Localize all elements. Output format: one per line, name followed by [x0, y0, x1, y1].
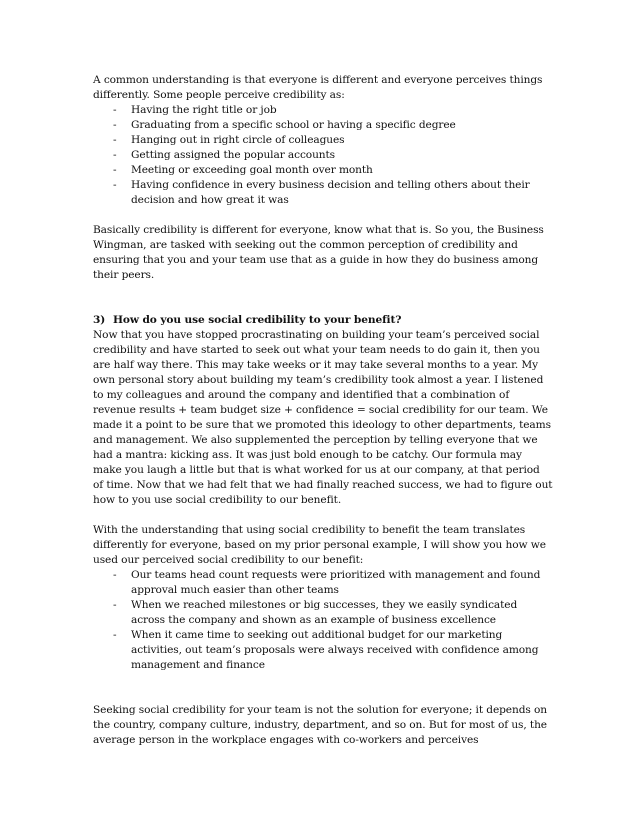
spacer — [93, 208, 553, 223]
list-item: - Having confidence in every business decision and telling others about their decision and how great it was — [131, 178, 553, 208]
list-item: - Graduating from a specific school or having a specific degree — [131, 118, 553, 133]
section-heading — [93, 313, 553, 328]
section-number: 3) — [93, 314, 106, 326]
list-item: - Our teams head count requests were prioritized with management and found approval much easier than other teams — [131, 568, 553, 598]
list-item: - Hanging out in right circle of colleagues — [131, 133, 553, 148]
list-item: - When it came time to seeking out additional budget for our marketing activities, out team’s proposals were always received with confidence among management and finance — [131, 628, 553, 673]
spacer — [93, 673, 553, 703]
intro-paragraph: A common understanding is that everyone is different and everyone perceives things differently. Some people perceive credibility as: — [93, 74, 543, 101]
list-item: - Meeting or exceeding goal month over month — [131, 163, 553, 178]
spacer — [93, 283, 553, 313]
spacer — [93, 508, 553, 523]
list-item: - Having the right title or job — [131, 103, 553, 118]
basically-paragraph: Basically credibility is different for everyone, know what that is. So you, the Business Wingman, are tasked with seeking out the common perception of credibility and ensuring that you and your team use that as a guide in how they do business among their peers. — [93, 224, 544, 281]
section-paragraph-1: Now that you have stopped procrastinating on building your team’s perceived social credibility and have started to seek out what your team needs to do gain it, then you are half way there. This may take weeks or it may take several months to a year. My own personal story about building my team’s credibility took almost a year. I listened to my colleagues and around the company and identified that a combination of revenue results + team budget size + confidence = social credibility for our team. We made it a point to be sure that we promoted this ideology to other departments, teams and management. We also supplemented the perception by telling everyone that we had a mantra: kicking ass. It was just bold enough to be catchy. Our formula may make you laugh a little but that is what worked for us at our company, at that period of time. Now that we had felt that we had finally reached success, we had to figure out how to you use social credibility to our benefit. — [93, 329, 553, 506]
list-item: - When we reached milestones or big successes, they we easily syndicated across the company and shown as an example of business excellence — [131, 598, 553, 628]
credibility-perception-list — [93, 103, 553, 208]
section-title: How do you use social credibility to your benefit? — [113, 314, 402, 326]
closing-paragraph: Seeking social credibility for your team is not the solution for everyone; it depends on the country, company culture, industry, department, and so on. But for most of us, the average person in the workplace engages with co-workers and perceives — [93, 704, 547, 746]
document-body — [93, 73, 553, 748]
section-paragraph-2: With the understanding that using social credibility to benefit the team translates differently for everyone, based on my prior personal example, I will show you how we used our perceived social credibility to our benefit: — [93, 524, 546, 566]
list-item: - Getting assigned the popular accounts — [131, 148, 553, 163]
benefits-list — [93, 568, 553, 673]
